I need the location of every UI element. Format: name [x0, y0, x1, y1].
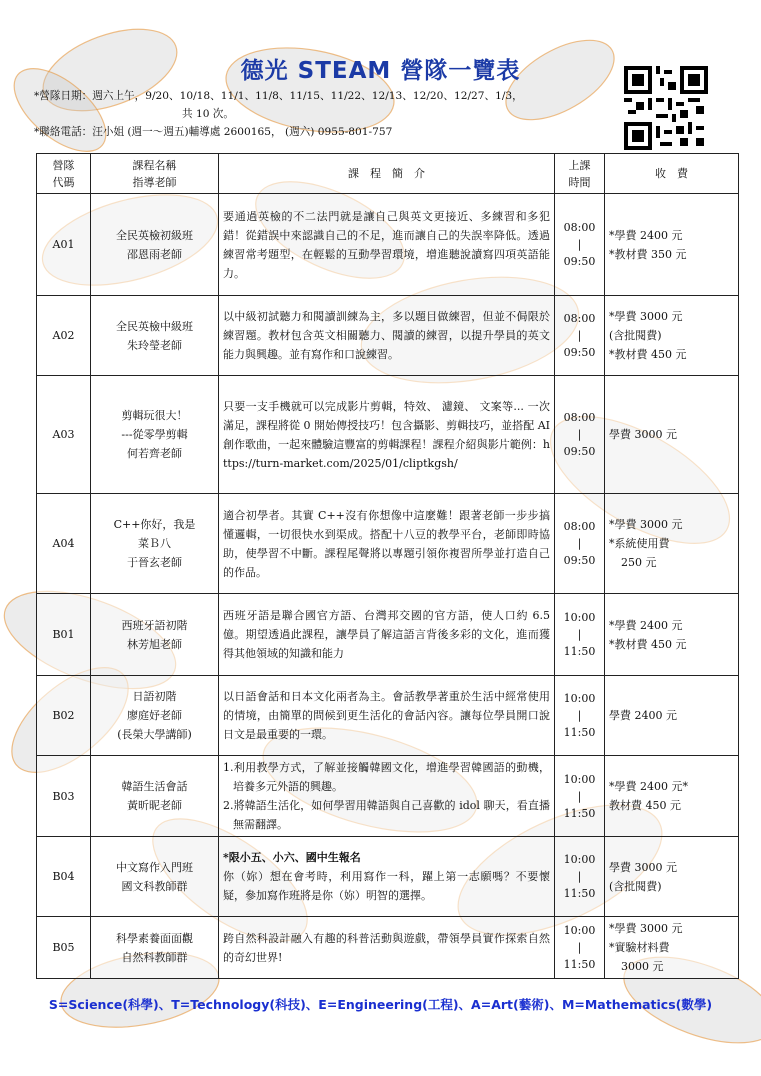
course-time: 08:00 | 09:50	[555, 376, 605, 494]
course-fee: *學費 3000 元 (含批閱費) *教材費 450 元	[605, 296, 739, 376]
course-desc: 只要一支手機就可以完成影片剪輯，特效、 濾鏡、 文案等... 一次滿足，課程將從 0 開始傳授技巧！包含攝影、剪輯技巧，並搭配 AI 創作歌曲，一起來體驗這豐富的剪輯課程！課程介紹與影片範例：https://turn-market.com/2025/01/cliptkgsh/	[219, 376, 555, 494]
contact-info: *聯絡電話：汪小姐 (週一～週五)輔導處 2600165， (週六) 0955-801-757	[34, 126, 393, 138]
course-time: 08:00 | 09:50	[555, 296, 605, 376]
course-code: B01	[37, 594, 91, 676]
course-fee: *學費 3000 元 *實驗材料費 3000 元	[605, 917, 739, 979]
course-fee: 學費 3000 元	[605, 376, 739, 494]
header-fee: 收 費	[605, 154, 739, 194]
course-fee: *學費 3000 元 *系統使用費 250 元	[605, 494, 739, 594]
header-desc: 課 程 簡 介	[219, 154, 555, 194]
course-time: 10:00 | 11:50	[555, 837, 605, 917]
steam-legend: S=Science(科學)、T=Technology(科技)、E=Engineering(工程)、A=Art(藝術)、M=Mathematics(數學)	[48, 997, 713, 1012]
table-row	[37, 376, 739, 494]
course-time: 08:00 | 09:50	[555, 494, 605, 594]
course-name: 西班牙語初階 林芳旭老師	[91, 594, 219, 676]
table-header-row	[37, 154, 739, 194]
course-code: B05	[37, 917, 91, 979]
qr-code-icon[interactable]	[624, 66, 708, 150]
page-title: 德光 STEAM 營隊一覽表	[240, 58, 521, 84]
course-fee: 學費 3000 元 (含批閱費)	[605, 837, 739, 917]
course-code: A03	[37, 376, 91, 494]
course-desc: 適合初學者。其實 C++沒有你想像中這麼難！跟著老師一步步搞懂邏輯，一切很快水到渠成。搭配十八豆的教學平台，老師即時協助，使學習不中斷。課程尾聲將以專題引領你複習所學並打造自己的作品。	[219, 494, 555, 594]
camp-dates-count: 共 10 次。	[182, 108, 234, 120]
course-fee: *學費 2400 元* 教材費 450 元	[605, 756, 739, 837]
course-name: 剪輯玩很大！ ---從零學剪輯 何若齊老師	[91, 376, 219, 494]
course-fee: 學費 2400 元	[605, 676, 739, 756]
table-row	[37, 194, 739, 296]
course-time: 08:00 | 09:50	[555, 194, 605, 296]
course-table	[36, 153, 739, 979]
course-desc: 跨自然科設計融入有趣的科普活動與遊戲，帶領學員實作探索自然的奇幻世界!	[219, 917, 555, 979]
course-time: 10:00 | 11:50	[555, 756, 605, 837]
camp-dates: *營隊日期：週六上午，9/20、10/18、11/1、11/8、11/15、11/22、12/13、12/20、12/27、1/3，	[34, 90, 523, 102]
course-fee: *學費 2400 元 *教材費 350 元	[605, 194, 739, 296]
table-row	[37, 594, 739, 676]
course-name: 日語初階 廖庭妤老師 (長榮大學講師)	[91, 676, 219, 756]
header-time: 上課 時間	[555, 154, 605, 194]
course-fee: *學費 2400 元 *教材費 450 元	[605, 594, 739, 676]
course-desc: 西班牙語是聯合國官方語、台灣邦交國的官方語，使人口約 6.5 億。期望透過此課程，讓學員了解這語言背後多彩的文化，進而獲得其他領域的知識和能力	[219, 594, 555, 676]
table-row	[37, 296, 739, 376]
table-row	[37, 917, 739, 979]
course-name: 韓語生活會話 黃昕昵老師	[91, 756, 219, 837]
table-row	[37, 837, 739, 917]
course-code: B04	[37, 837, 91, 917]
eligibility-notice: *限小五、小六、國中生報名	[223, 851, 361, 864]
course-desc: 以中級初試聽力和閱讀訓練為主，多以題目做練習，但並不侷限於練習題。教材包含英文相關聽力、閱讀的練習，以提升學員的英文能力與興趣。並有寫作和口說練習。	[219, 296, 555, 376]
course-name: C++你好，我是 菜Ｂ八 于晉玄老師	[91, 494, 219, 594]
course-desc: 以日語會話和日本文化兩者為主。會話教學著重於生活中經常使用的情境，由簡單的問候到更生活化的會話內容。讓每位學員開口說日文是最重要的一環。	[219, 676, 555, 756]
course-code: A04	[37, 494, 91, 594]
course-name: 全民英檢中級班 朱玲瑩老師	[91, 296, 219, 376]
course-time: 10:00 | 11:50	[555, 917, 605, 979]
course-code: B02	[37, 676, 91, 756]
course-code: A01	[37, 194, 91, 296]
table-row	[37, 494, 739, 594]
table-row	[37, 756, 739, 837]
course-desc: *限小五、小六、國中生報名 你（妳）想在會考時，利用寫作一科，躍上第一志願嗎？不要懷疑，參加寫作班將是你（妳）明智的選擇。	[219, 837, 555, 917]
header-name: 課程名稱 指導老師	[91, 154, 219, 194]
course-name: 全民英檢初級班 邵恩雨老師	[91, 194, 219, 296]
course-code: A02	[37, 296, 91, 376]
course-desc: 1.利用教學方式，了解並接觸韓國文化，增進學習韓國語的動機， 培養多元外語的興趣。 2.將韓語生活化，如何學習用韓語與自己喜歡的 idol 聊天，看直播無需翻譯。	[219, 756, 555, 837]
course-name: 中文寫作入門班 國文科教師群	[91, 837, 219, 917]
course-name: 科學素養面面觀 自然科教師群	[91, 917, 219, 979]
course-time: 10:00 | 11:50	[555, 594, 605, 676]
table-row	[37, 676, 739, 756]
course-desc: 要通過英檢的不二法門就是讓自己與英文更接近、多練習和多犯錯！從錯誤中來認識自己的不足，進而讓自己的失誤率降低。透過練習常考題型，在輕鬆的互動學習環境，增進聽說讀寫四項英語能力。	[219, 194, 555, 296]
course-code: B03	[37, 756, 91, 837]
course-time: 10:00 | 11:50	[555, 676, 605, 756]
header-code: 營隊 代碼	[37, 154, 91, 194]
